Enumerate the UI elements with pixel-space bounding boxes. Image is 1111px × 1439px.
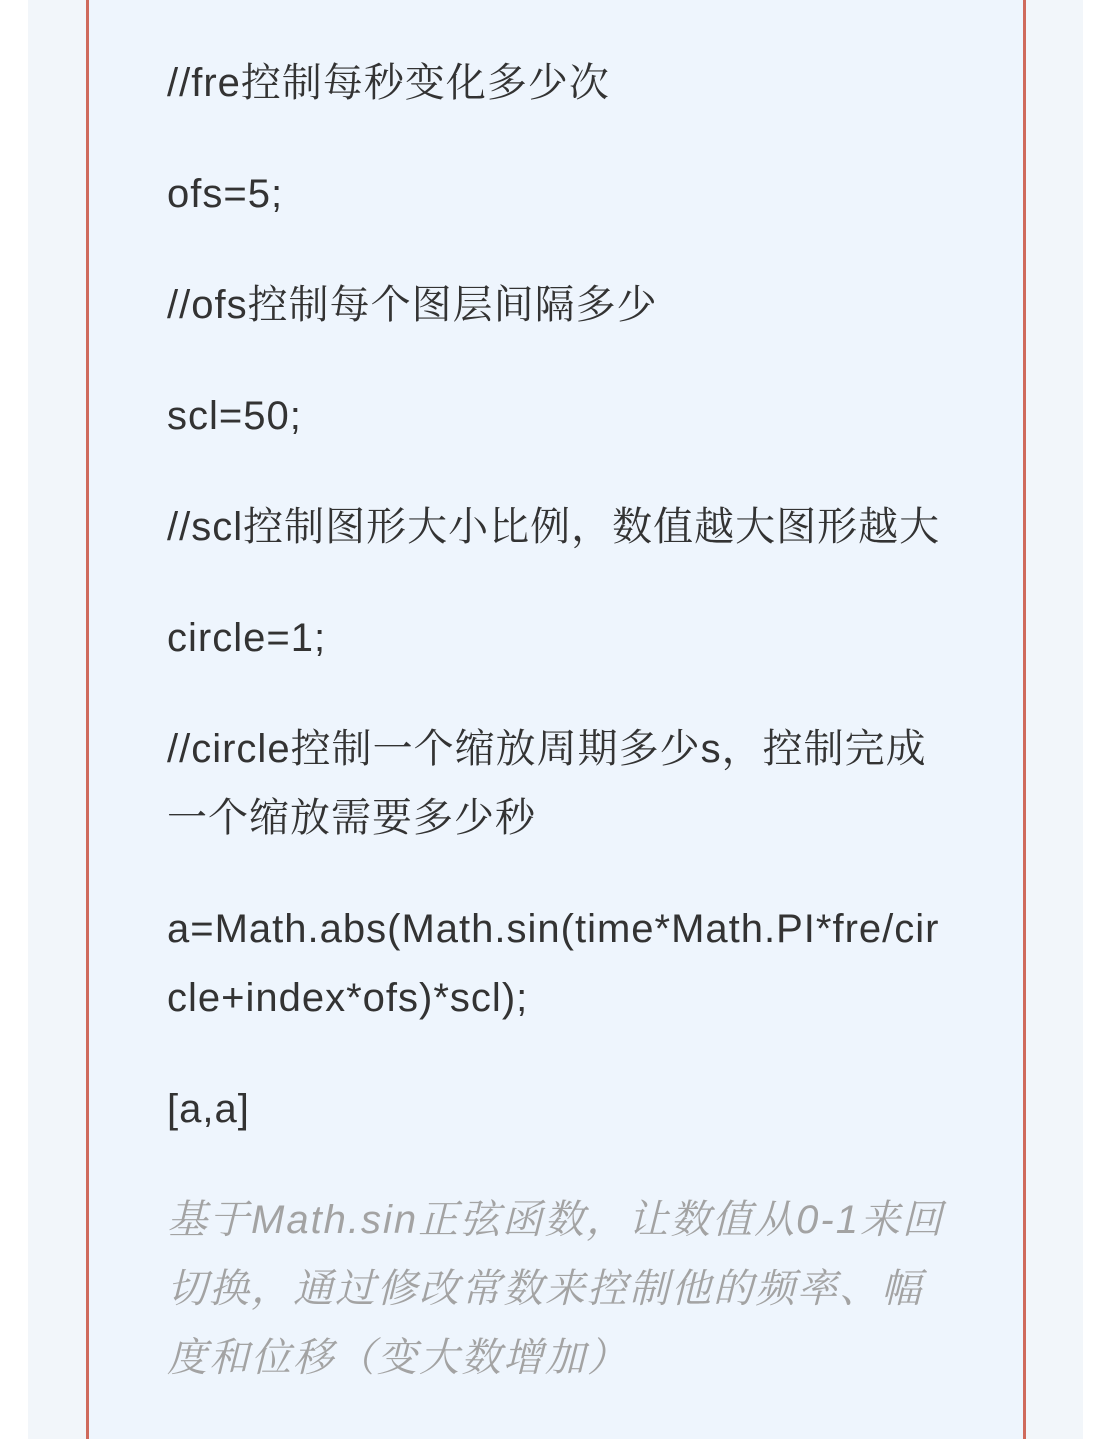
article-page	[28, 0, 1083, 1439]
code-line-expression: a=Math.abs(Math.sin(time*Math.PI*fre/circle+index*ofs)*scl);	[167, 907, 940, 1020]
explanation-note: 基于Math.sin正弦函数，让数值从0-1来回切换，通过修改常数来控制他的频率、幅度和位移（变大数增加）	[167, 1198, 944, 1380]
code-line-ofs: ofs=5;	[167, 172, 284, 216]
code-comment-ofs: //ofs控制每个图层间隔多少	[167, 283, 658, 327]
code-line-return: [a,a]	[167, 1087, 250, 1131]
code-block	[86, 0, 1026, 1439]
code-comment-fre: //fre控制每秒变化多少次	[167, 61, 610, 105]
code-content	[167, 0, 947, 1393]
code-comment-scl: //scl控制图形大小比例，数值越大图形越大	[167, 505, 941, 549]
code-line-scl: scl=50;	[167, 394, 302, 438]
code-line-circle: circle=1;	[167, 616, 327, 660]
code-comment-circle: //circle控制一个缩放周期多少s，控制完成一个缩放需要多少秒	[167, 727, 927, 840]
code-line-fre	[167, 0, 947, 7]
